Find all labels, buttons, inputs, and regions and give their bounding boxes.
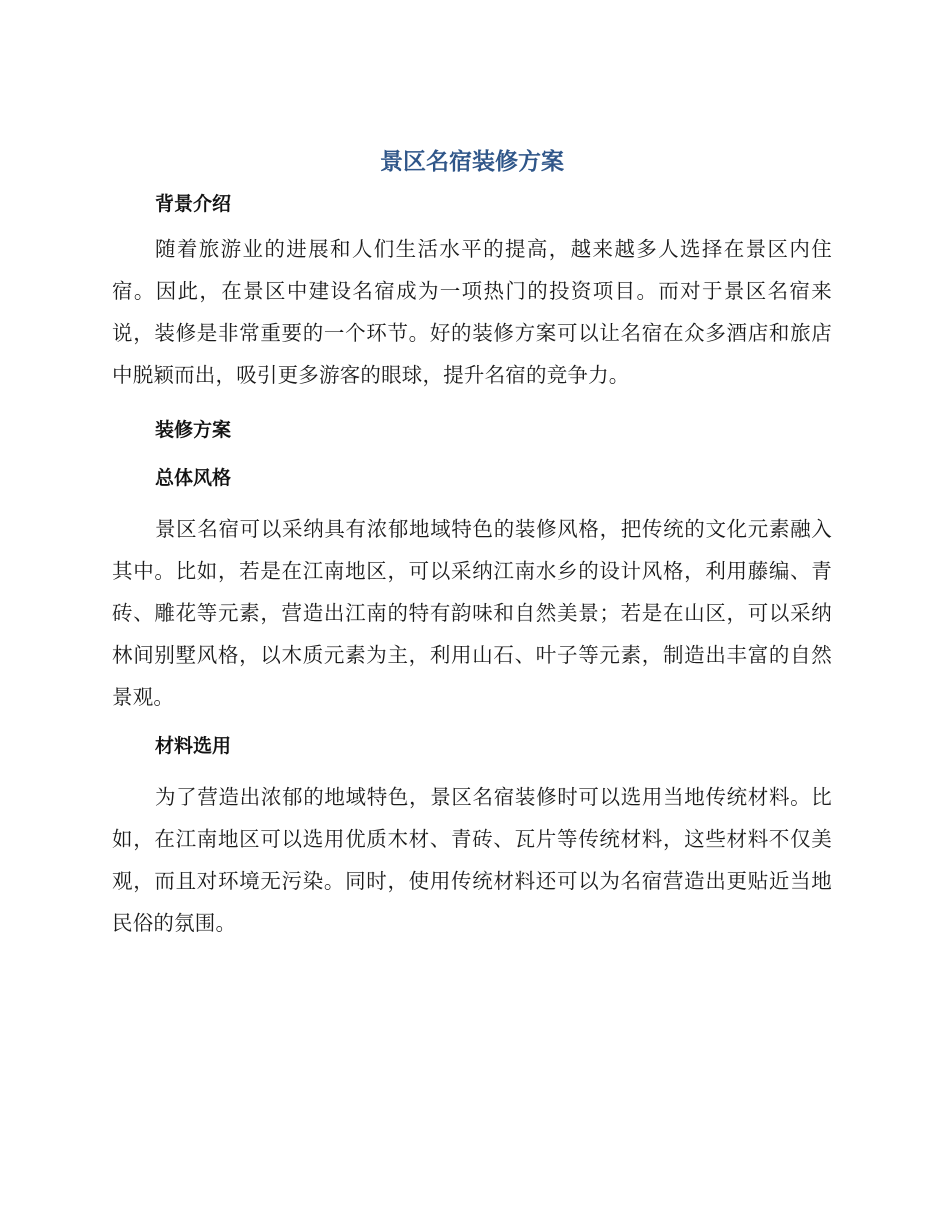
- section-heading-plan: 装修方案: [155, 419, 232, 441]
- section-heading-overall-style: 总体风格: [155, 467, 232, 489]
- section-paragraph-materials: 为了营造出浓郁的地域特色，景区名宿装修时可以选用当地传统材料。比如，在江南地区可以选用优质木材、青砖、瓦片等传统材料，这些材料不仅美观，而且对环境无污染。同时，使用传统材料还可以为名宿营造出更贴近当地民俗的氛围。: [112, 785, 832, 935]
- section-paragraph-background: 随着旅游业的进展和人们生活水平的提高，越来越多人选择在景区内住宿。因此，在景区中建设名宿成为一项热门的投资项目。而对于景区名宿来说，装修是非常重要的一个环节。好的装修方案可以让名宿在众多酒店和旅店中脱颖而出，吸引更多游客的眼球，提升名宿的竞争力。: [112, 237, 832, 387]
- section-heading-materials: 材料选用: [155, 735, 232, 757]
- section-paragraph-overall-style: 景区名宿可以采纳具有浓郁地域特色的装修风格，把传统的文化元素融入其中。比如，若是在江南地区，可以采纳江南水乡的设计风格，利用藤编、青砖、雕花等元素，营造出江南的特有韵味和自然美景；若是在山区，可以采纳林间别墅风格，以木质元素为主，利用山石、叶子等元素，制造出丰富的自然景观。: [112, 517, 832, 709]
- document-title: 景区名宿装修方案: [380, 149, 564, 175]
- document-page: [112, 140, 832, 956]
- section-heading-background: 背景介绍: [155, 193, 232, 215]
